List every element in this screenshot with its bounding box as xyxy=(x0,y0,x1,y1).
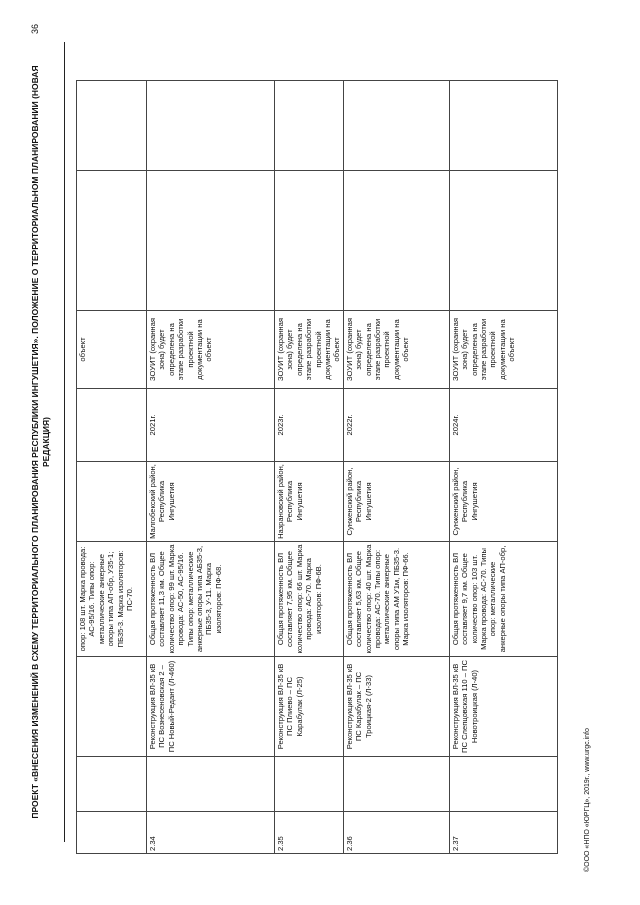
object-description: Общая протяженность ВЛ составляет 9,7 км. Общее количество опор: 103 шт. Марка провода: АС-70. Типы опор: металлические анкерные опоры типа АП-обр, xyxy=(449,542,557,657)
blank-cell xyxy=(343,81,449,171)
header-divider xyxy=(64,42,65,842)
object-zone: ЗОУИТ (охранная зона) будет определена на этапе разработки проектной документации на объект xyxy=(343,311,449,389)
document-footer: ©ООО «НПО «ЮРГЦ», 2019г., www.urgc.info xyxy=(584,728,591,872)
blank-cell xyxy=(449,171,557,311)
blank-cell xyxy=(147,757,275,812)
object-location: Сунженский район, Республика Ингушетия xyxy=(449,462,557,542)
rotated-landscape-content xyxy=(24,24,591,872)
blank-cell xyxy=(77,171,147,311)
blank-cell xyxy=(449,81,557,171)
object-year: 2022г. xyxy=(343,389,449,462)
object-description: Общая протяженность ВЛ составляет 7,95 км. Общее количество опор: 66 шт. Марка провода: АС-70. Марка изоляторов: ПФ-6В. xyxy=(275,542,344,657)
object-name: Реконструкция ВЛ-35 кВ ПС Слепцовская 110 – ПС Новотроицкая (Л-40) xyxy=(449,657,557,757)
table-row xyxy=(275,81,344,854)
object-zone: ЗОУИТ (охранная зона) будет определена на этапе разработки проектной документации на объект xyxy=(449,311,557,389)
blank-cell xyxy=(275,757,344,812)
object-zone: ЗОУИТ (охранная зона) будет определена на этапе разработки проектной документации на объект xyxy=(275,311,344,389)
blank-cell xyxy=(77,757,147,812)
object-location: Малгобекский район, Республика Ингушетия xyxy=(147,462,275,542)
row-number: 2.34 xyxy=(147,812,275,854)
table-row xyxy=(449,81,557,854)
object-description: Общая протяженность ВЛ составляет 5,63 км. Общее количество опор: 40 шт. Марка провода: АС-70. Типы опор: металлические анкерные опоры типа АМ У1м, ПБ35-3. Марка изоляторов: ПФ-66. xyxy=(343,542,449,657)
object-description: опор: 108 шт. Марка провода: АС-95/16. Типы опор: металлические анкерные опоры типа АП-обр, У35-1; ПБ35-3. Марка изоляторов: ПС-70. xyxy=(77,542,147,657)
object-year: 2023г. xyxy=(275,389,344,462)
object-zone: ЗОУИТ (охранная зона) будет определена на этапе разработки проектной документации на объект xyxy=(147,311,275,389)
object-year: 2024г. xyxy=(449,389,557,462)
page-number: 36 xyxy=(30,24,40,35)
object-name: Реконструкция ВЛ-35 кВ ПС Плиево – ПС Карабулак (Л-25) xyxy=(275,657,344,757)
object-year xyxy=(77,389,147,462)
blank-cell xyxy=(147,171,275,311)
blank-cell xyxy=(449,757,557,812)
object-year: 2021г. xyxy=(147,389,275,462)
blank-cell xyxy=(343,757,449,812)
object-zone: объект xyxy=(77,311,147,389)
object-name xyxy=(77,657,147,757)
table-row xyxy=(343,81,449,854)
blank-cell xyxy=(77,81,147,171)
table-row xyxy=(147,81,275,854)
object-description: Общая протяженность ВЛ составляет 11,3 км. Общее количество опор: 99 шт. Марка провода: АС-50, АС-95/16. Типы опор: металлические анкерные опоры типа АБ35-3, ПБ35-3, У-11. Марка изоляторов: ПФ-68. xyxy=(147,542,275,657)
blank-cell xyxy=(275,81,344,171)
document-header-title: ПРОЕКТ «ВНЕСЕНИЯ ИЗМЕНЕНИЙ В СХЕМУ ТЕРРИТОРИАЛЬНОГО ПЛАНИРОВАНИЯ РЕСПУБЛИКИ ИНГУШЕТИЯ». ПОЛОЖЕНИЕ О ТЕРРИТОРИАЛЬНОМ ПЛАНИРОВАНИИ (НОВАЯ РЕДАКЦИЯ) xyxy=(30,65,51,819)
row-number: 2.36 xyxy=(343,812,449,854)
row-number xyxy=(77,812,147,854)
object-name: Реконструкция ВЛ-35 кВ ПС Карабулак – ПС Троицкая-2 (Л-33) xyxy=(343,657,449,757)
blank-cell xyxy=(343,171,449,311)
object-location: Назрановский район, Республика Ингушетия xyxy=(275,462,344,542)
blank-cell xyxy=(147,81,275,171)
row-number: 2.35 xyxy=(275,812,344,854)
blank-cell xyxy=(275,171,344,311)
table-row xyxy=(77,81,147,854)
object-location: Сунженский район, Республика Ингушетия xyxy=(343,462,449,542)
object-location xyxy=(77,462,147,542)
object-name: Реконструкция ВЛ-35 кВ ПС Вознесеновская 2 – ПС Новый-Редант (Л-460) xyxy=(147,657,275,757)
projects-table xyxy=(76,80,558,854)
row-number: 2.37 xyxy=(449,812,557,854)
